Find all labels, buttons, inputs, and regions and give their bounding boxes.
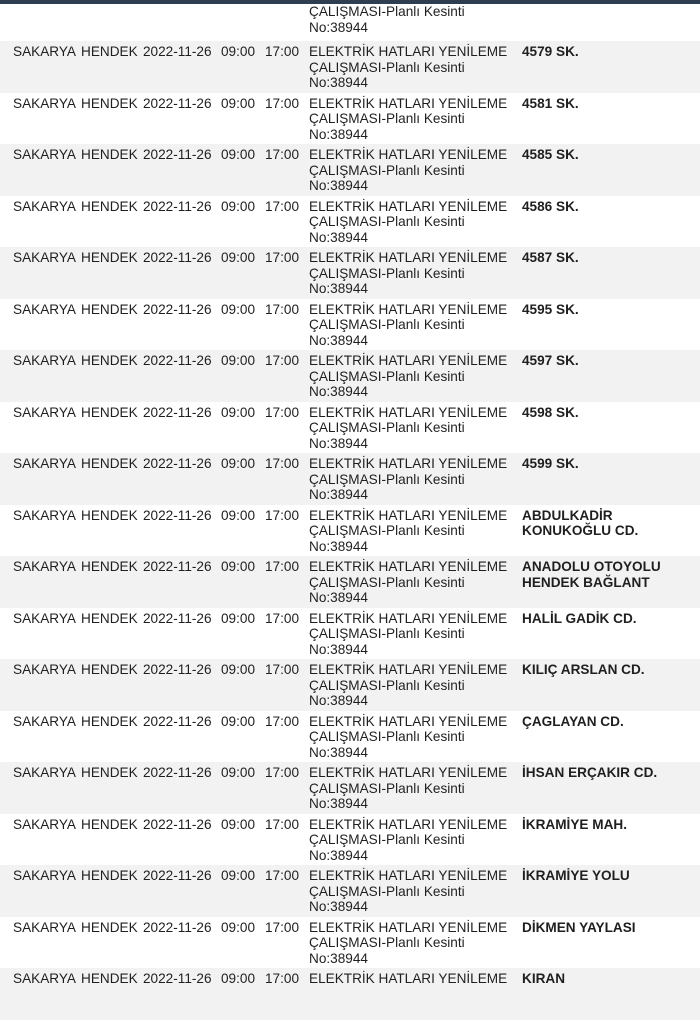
reason-title: ELEKTRİK HATLARI YENİLEME: [309, 147, 508, 162]
reason-number: No:38944: [309, 126, 368, 142]
reason-number: No:38944: [309, 950, 368, 966]
reason-cell: [309, 662, 522, 709]
reason-text: ÇALIŞMASI-Planlı Kesinti: [309, 59, 465, 75]
reason-text: ÇALIŞMASI-Planlı Kesinti: [309, 677, 465, 693]
district-cell: HENDEK: [81, 44, 138, 59]
table-row: [0, 350, 700, 402]
table-row: [0, 144, 700, 196]
reason-title: ELEKTRİK HATLARI YENİLEME: [309, 404, 508, 420]
city-cell: SAKARYA: [13, 868, 76, 883]
reason-cell: [309, 971, 522, 987]
date-cell: 2022-11-26: [143, 404, 212, 420]
reason-cell: [309, 4, 522, 35]
city-cell: SAKARYA: [13, 507, 76, 523]
reason-cell: [309, 611, 522, 658]
reason-cell: [309, 765, 522, 812]
street-cell: İKRAMİYE MAH.: [522, 816, 627, 832]
reason-number: No:38944: [309, 435, 368, 451]
street-cell: KIRAN: [522, 971, 566, 986]
table-row: [0, 711, 700, 763]
start-time-cell: 09:00: [221, 44, 256, 59]
street-cell: ANADOLU OTOYOLU HENDEK BAĞLANT: [522, 559, 661, 590]
district-cell: HENDEK: [81, 353, 138, 368]
district-cell: HENDEK: [81, 250, 138, 265]
reason-number: No:38944: [309, 796, 368, 811]
reason-number: No:38944: [309, 744, 368, 760]
reason-title: ELEKTRİK HATLARI YENİLEME: [309, 44, 508, 59]
reason-title: ELEKTRİK HATLARI YENİLEME: [309, 301, 508, 317]
end-time-cell: 17:00: [265, 713, 300, 729]
start-time-cell: 09:00: [221, 971, 256, 986]
reason-text: ÇALIŞMASI-Planlı Kesinti: [309, 111, 465, 126]
reason-cell: [309, 44, 522, 91]
city-cell: SAKARYA: [13, 559, 76, 574]
city-cell: SAKARYA: [13, 44, 76, 59]
reason-text: ÇALIŞMASI-Planlı Kesinti: [309, 368, 465, 384]
street-cell: HALİL GADİK CD.: [522, 610, 637, 626]
outage-table: [0, 4, 700, 1020]
reason-text: ÇALIŞMASI-Planlı Kesinti: [309, 4, 465, 19]
end-time-cell: 17:00: [265, 353, 300, 368]
street-cell: 4595 SK.: [522, 301, 579, 317]
reason-title: ELEKTRİK HATLARI YENİLEME: [309, 353, 508, 368]
city-cell: SAKARYA: [13, 198, 76, 214]
street-cell: 4581 SK.: [522, 95, 579, 111]
reason-title: ELEKTRİK HATLARI YENİLEME: [309, 662, 508, 677]
street-cell: DİKMEN YAYLASI: [522, 919, 636, 935]
district-cell: HENDEK: [81, 765, 138, 780]
date-cell: 2022-11-26: [143, 353, 212, 368]
city-cell: SAKARYA: [13, 713, 76, 729]
street-cell: 4586 SK.: [522, 198, 579, 214]
date-cell: 2022-11-26: [143, 713, 212, 729]
reason-text: ÇALIŞMASI-Planlı Kesinti: [309, 729, 465, 744]
city-cell: SAKARYA: [13, 610, 76, 626]
date-cell: 2022-11-26: [143, 147, 212, 162]
city-cell: SAKARYA: [13, 971, 76, 986]
district-cell: HENDEK: [81, 198, 138, 214]
table-row: [0, 247, 700, 299]
reason-text: ÇALIŞMASI-Planlı Kesinti: [309, 317, 465, 332]
date-cell: 2022-11-26: [143, 507, 212, 523]
date-cell: 2022-11-26: [143, 198, 212, 214]
table-row: [0, 659, 700, 711]
table-row: [0, 865, 700, 917]
date-cell: 2022-11-26: [143, 868, 212, 883]
date-cell: 2022-11-26: [143, 559, 212, 574]
table-row: [0, 762, 700, 814]
end-time-cell: 17:00: [265, 44, 300, 59]
date-cell: 2022-11-26: [143, 301, 212, 317]
reason-number: No:38944: [309, 332, 368, 348]
reason-text: ÇALIŞMASI-Planlı Kesinti: [309, 523, 465, 538]
date-cell: 2022-11-26: [143, 44, 212, 59]
city-cell: SAKARYA: [13, 662, 76, 677]
end-time-cell: 17:00: [265, 198, 300, 214]
city-cell: SAKARYA: [13, 816, 76, 832]
table-row: [0, 968, 700, 1020]
reason-text: ÇALIŞMASI-Planlı Kesinti: [309, 780, 465, 796]
start-time-cell: 09:00: [221, 404, 256, 420]
district-cell: HENDEK: [81, 868, 138, 883]
start-time-cell: 09:00: [221, 713, 256, 729]
reason-cell: [309, 405, 522, 452]
reason-number: No:38944: [309, 75, 368, 90]
end-time-cell: 17:00: [265, 404, 300, 420]
start-time-cell: 09:00: [221, 868, 256, 883]
end-time-cell: 17:00: [265, 95, 300, 111]
reason-number: No:38944: [309, 538, 368, 554]
reason-cell: [309, 868, 522, 915]
table-row: [0, 608, 700, 660]
end-time-cell: 17:00: [265, 250, 300, 265]
city-cell: SAKARYA: [13, 95, 76, 111]
start-time-cell: 09:00: [221, 198, 256, 214]
reason-cell: [309, 353, 522, 400]
reason-number: No:38944: [309, 384, 368, 399]
district-cell: HENDEK: [81, 662, 138, 677]
district-cell: HENDEK: [81, 971, 138, 986]
reason-number: No:38944: [309, 19, 368, 35]
reason-cell: [309, 250, 522, 297]
reason-title: ELEKTRİK HATLARI YENİLEME: [309, 250, 508, 265]
table-row: [0, 402, 700, 454]
reason-title: ELEKTRİK HATLARI YENİLEME: [309, 713, 508, 729]
date-cell: 2022-11-26: [143, 250, 212, 265]
reason-cell: [309, 147, 522, 194]
start-time-cell: 09:00: [221, 507, 256, 523]
reason-title: ELEKTRİK HATLARI YENİLEME: [309, 765, 508, 780]
table-row: [0, 196, 700, 248]
date-cell: 2022-11-26: [143, 610, 212, 626]
street-cell: 4585 SK.: [522, 147, 579, 162]
reason-text: ÇALIŞMASI-Planlı Kesinti: [309, 883, 465, 899]
start-time-cell: 09:00: [221, 919, 256, 935]
district-cell: HENDEK: [81, 147, 138, 162]
reason-number: No:38944: [309, 487, 368, 502]
start-time-cell: 09:00: [221, 559, 256, 574]
district-cell: HENDEK: [81, 301, 138, 317]
end-time-cell: 17:00: [265, 507, 300, 523]
reason-title: ELEKTRİK HATLARI YENİLEME: [309, 868, 508, 883]
street-cell: İHSAN ERÇAKIR CD.: [522, 765, 658, 780]
reason-cell: [309, 302, 522, 349]
end-time-cell: 17:00: [265, 971, 300, 986]
district-cell: HENDEK: [81, 713, 138, 729]
date-cell: 2022-11-26: [143, 919, 212, 935]
reason-title: ELEKTRİK HATLARI YENİLEME: [309, 95, 508, 111]
date-cell: 2022-11-26: [143, 971, 212, 986]
date-cell: 2022-11-26: [143, 816, 212, 832]
reason-title: ELEKTRİK HATLARI YENİLEME: [309, 610, 508, 626]
city-cell: SAKARYA: [13, 301, 76, 317]
reason-cell: [309, 920, 522, 967]
city-cell: SAKARYA: [13, 353, 76, 368]
street-cell: 4579 SK.: [522, 44, 579, 59]
reason-title: ELEKTRİK HATLARI YENİLEME: [309, 198, 508, 214]
end-time-cell: 17:00: [265, 919, 300, 935]
start-time-cell: 09:00: [221, 662, 256, 677]
reason-cell: [309, 559, 522, 606]
district-cell: HENDEK: [81, 559, 138, 574]
reason-text: ÇALIŞMASI-Planlı Kesinti: [309, 471, 465, 487]
reason-title: ELEKTRİK HATLARI YENİLEME: [309, 559, 508, 574]
table-row: [0, 814, 700, 866]
reason-text: ÇALIŞMASI-Planlı Kesinti: [309, 420, 465, 435]
street-cell: İKRAMİYE YOLU: [522, 868, 630, 883]
start-time-cell: 09:00: [221, 816, 256, 832]
city-cell: SAKARYA: [13, 250, 76, 265]
reason-text: ÇALIŞMASI-Planlı Kesinti: [309, 935, 465, 950]
street-cell: 4597 SK.: [522, 353, 579, 368]
reason-cell: [309, 96, 522, 143]
reason-text: ÇALIŞMASI-Planlı Kesinti: [309, 214, 465, 229]
start-time-cell: 09:00: [221, 250, 256, 265]
end-time-cell: 17:00: [265, 147, 300, 162]
district-cell: HENDEK: [81, 456, 138, 471]
reason-cell: [309, 817, 522, 864]
start-time-cell: 09:00: [221, 765, 256, 780]
date-cell: 2022-11-26: [143, 662, 212, 677]
street-cell: 4587 SK.: [522, 250, 579, 265]
table-row: [0, 505, 700, 557]
city-cell: SAKARYA: [13, 404, 76, 420]
city-cell: SAKARYA: [13, 147, 76, 162]
district-cell: HENDEK: [81, 95, 138, 111]
street-cell: ABDULKADİR KONUKOĞLU CD.: [522, 507, 639, 538]
start-time-cell: 09:00: [221, 95, 256, 111]
reason-text: ÇALIŞMASI-Planlı Kesinti: [309, 626, 465, 641]
start-time-cell: 09:00: [221, 610, 256, 626]
table-row: [0, 41, 700, 93]
date-cell: 2022-11-26: [143, 95, 212, 111]
street-cell: 4599 SK.: [522, 456, 579, 471]
city-cell: SAKARYA: [13, 456, 76, 471]
end-time-cell: 17:00: [265, 610, 300, 626]
reason-number: No:38944: [309, 847, 368, 863]
district-cell: HENDEK: [81, 919, 138, 935]
end-time-cell: 17:00: [265, 662, 300, 677]
city-cell: SAKARYA: [13, 919, 76, 935]
reason-text: ÇALIŞMASI-Planlı Kesinti: [309, 574, 465, 590]
reason-cell: [309, 508, 522, 555]
district-cell: HENDEK: [81, 816, 138, 832]
table-row-partial: [0, 4, 700, 41]
street-cell: KILIÇ ARSLAN CD.: [522, 662, 645, 677]
reason-number: No:38944: [309, 693, 368, 708]
reason-number: No:38944: [309, 641, 368, 657]
reason-title: ELEKTRİK HATLARI YENİLEME: [309, 816, 508, 832]
table-row: [0, 93, 700, 145]
table-row: [0, 556, 700, 608]
district-cell: HENDEK: [81, 507, 138, 523]
reason-number: No:38944: [309, 590, 368, 605]
end-time-cell: 17:00: [265, 301, 300, 317]
reason-cell: [309, 456, 522, 503]
reason-cell: [309, 714, 522, 761]
end-time-cell: 17:00: [265, 816, 300, 832]
district-cell: HENDEK: [81, 610, 138, 626]
table-row: [0, 917, 700, 969]
end-time-cell: 17:00: [265, 868, 300, 883]
reason-number: No:38944: [309, 178, 368, 193]
reason-text: ÇALIŞMASI-Planlı Kesinti: [309, 832, 465, 847]
reason-text: ÇALIŞMASI-Planlı Kesinti: [309, 265, 465, 281]
reason-number: No:38944: [309, 899, 368, 914]
start-time-cell: 09:00: [221, 147, 256, 162]
date-cell: 2022-11-26: [143, 456, 212, 471]
date-cell: 2022-11-26: [143, 765, 212, 780]
street-cell: 4598 SK.: [522, 404, 579, 420]
start-time-cell: 09:00: [221, 353, 256, 368]
district-cell: HENDEK: [81, 404, 138, 420]
reason-title: ELEKTRİK HATLARI YENİLEME: [309, 919, 508, 935]
reason-number: No:38944: [309, 281, 368, 296]
reason-number: No:38944: [309, 229, 368, 245]
reason-cell: [309, 199, 522, 246]
end-time-cell: 17:00: [265, 765, 300, 780]
reason-text: ÇALIŞMASI-Planlı Kesinti: [309, 162, 465, 178]
end-time-cell: 17:00: [265, 559, 300, 574]
table-row: [0, 453, 700, 505]
reason-title: ELEKTRİK HATLARI YENİLEME: [309, 507, 508, 523]
end-time-cell: 17:00: [265, 456, 300, 471]
reason-title: ELEKTRİK HATLARI YENİLEME: [309, 456, 508, 471]
start-time-cell: 09:00: [221, 456, 256, 471]
reason-title: ELEKTRİK HATLARI YENİLEME: [309, 971, 508, 986]
street-cell: ÇAGLAYAN CD.: [522, 713, 624, 729]
start-time-cell: 09:00: [221, 301, 256, 317]
city-cell: SAKARYA: [13, 765, 76, 780]
table-row: [0, 299, 700, 351]
